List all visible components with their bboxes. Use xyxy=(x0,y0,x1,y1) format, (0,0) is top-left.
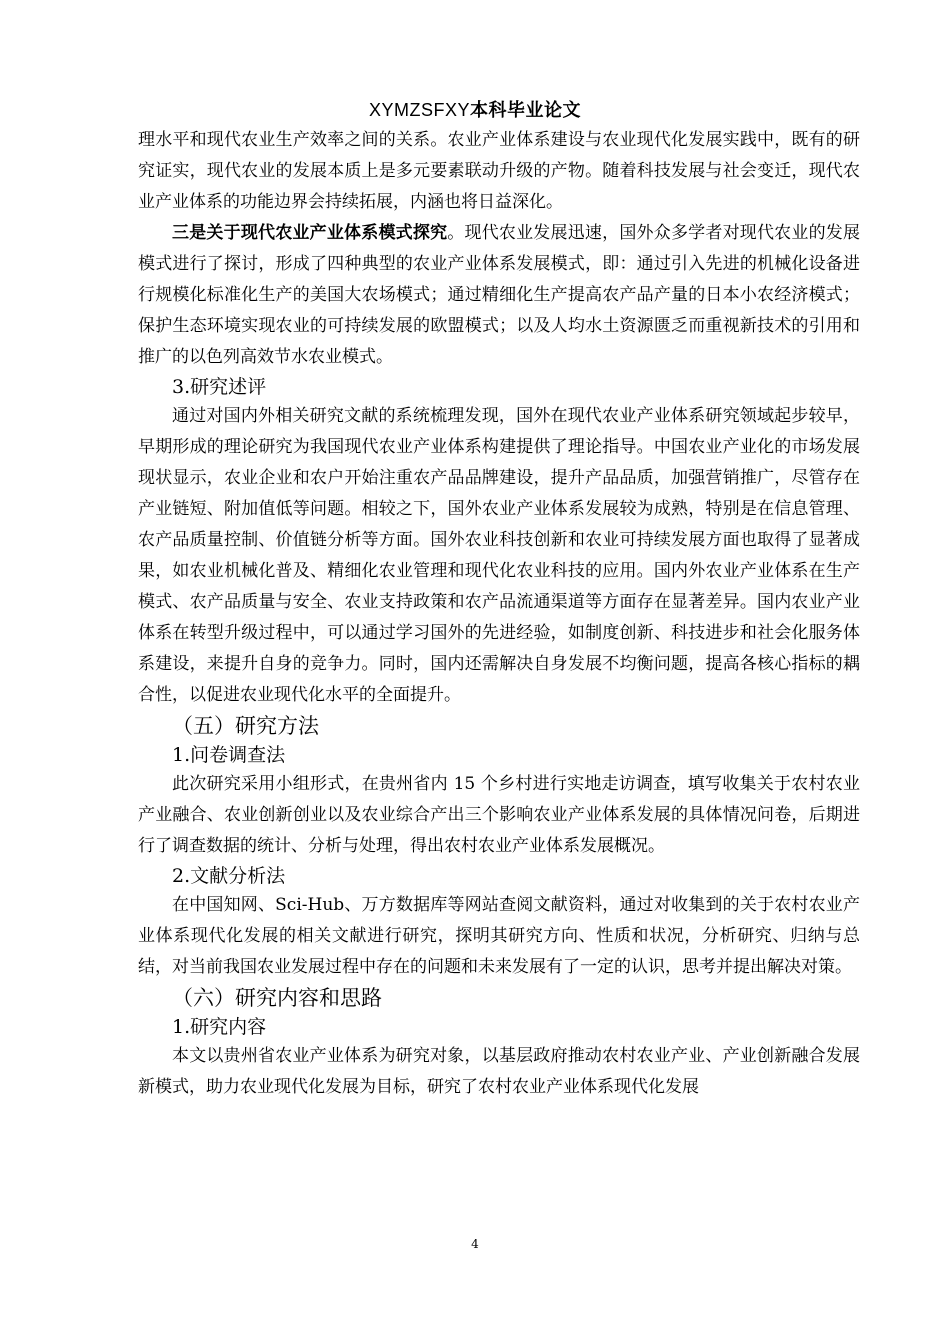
paragraph: 理水平和现代农业生产效率之间的关系。农业产业体系建设与农业现代化发展实践中，既有的研究证实，现代农业的发展本质上是多元要素联动升级的产物。随着科技发展与社会变迁，现代农业产业体系的功能边界会持续拓展，内涵也将日益深化。 xyxy=(138,130,860,212)
paragraph-model-exploration xyxy=(138,218,860,373)
section-heading-research-methods: （五）研究方法 xyxy=(172,714,319,738)
header-thesis-label: 本科毕业论文 xyxy=(470,100,581,121)
paragraph: 本文以贵州省农业产业体系为研究对象，以基层政府推动农村农业产业、产业创新融合发展新模式，助力农业现代化发展为目标，研究了农村农业产业体系现代化发展 xyxy=(138,1046,860,1097)
body-text xyxy=(138,125,860,1103)
header-school-code: XYMZSFXY xyxy=(368,100,470,120)
subheading-literature-analysis: 2.文献分析法 xyxy=(172,865,286,887)
paragraph: 通过对国内外相关研究文献的系统梳理发现，国外在现代农业产业体系研究领域起步较早，早期形成的理论研究为我国现代农业产业体系构建提供了理论指导。中国农业产业化的市场发展现状显示，农业企业和农户开始注重农产品品牌建设，提升产品品质，加强营销推广，尽管存在产业链短、附加值低等问题。相较之下，国外农业产业体系发展较为成熟，特别是在信息管理、农产品质量控制、价值链分析等方面。国外农业科技创新和农业可持续发展方面也取得了显著成果，如农业机械化普及、精细化农业管理和现代化农业科技的应用。国内外农业产业体系在生产模式、农产品质量与安全、农业支持政策和农产品流通渠道等方面存在显著差异。国内农业产业体系在转型升级过程中，可以通过学习国外的先进经验，如制度创新、科技进步和社会化服务体系建设，来提升自身的竞争力。同时，国内还需解决自身发展不均衡问题，提高各核心指标的耦合性，以促进农业现代化水平的全面提升。 xyxy=(138,406,860,705)
subheading-research-review: 3.研究述评 xyxy=(172,376,267,398)
paragraph: 在中国知网、Sci-Hub、万方数据库等网站查阅文献资料，通过对收集到的关于农村农业产业体系现代化发展的相关文献进行研究，探明其研究方向、性质和状况，分析研究、归纳与总结，对当前我国农业发展过程中存在的问题和未来发展有了一定的认识，思考并提出解决对策。 xyxy=(138,895,860,977)
subheading-questionnaire: 1.问卷调查法 xyxy=(172,744,286,766)
section-heading-content-and-ideas: （六）研究内容和思路 xyxy=(172,986,382,1010)
running-header xyxy=(0,96,950,125)
subheading-research-content: 1.研究内容 xyxy=(172,1016,267,1038)
paragraph-text: 。现代农业发展迅速，国外众多学者对现代农业的发展模式进行了探讨，形成了四种典型的农业产业体系发展模式，即：通过引入先进的机械化设备进行规模化标准化生产的美国大农场模式；通过精细化生产提高农产品产量的日本小农经济模式；保护生态环境实现农业的可持续发展的欧盟模式；以及人均水土资源匮乏而重视新技术的引用和推广的以色列高效节水农业模式。 xyxy=(138,223,860,367)
bold-lead-phrase: 三是关于现代农业产业体系模式探究 xyxy=(172,223,448,243)
paragraph: 此次研究采用小组形式，在贵州省内 15 个乡村进行实地走访调查，填写收集关于农村农业产业融合、农业创新创业以及农业综合产出三个影响农业产业体系发展的具体情况问卷，后期进行了调查数据的统计、分析与处理，得出农村农业产业体系发展概况。 xyxy=(138,774,860,856)
page-number: 4 xyxy=(471,1237,479,1251)
